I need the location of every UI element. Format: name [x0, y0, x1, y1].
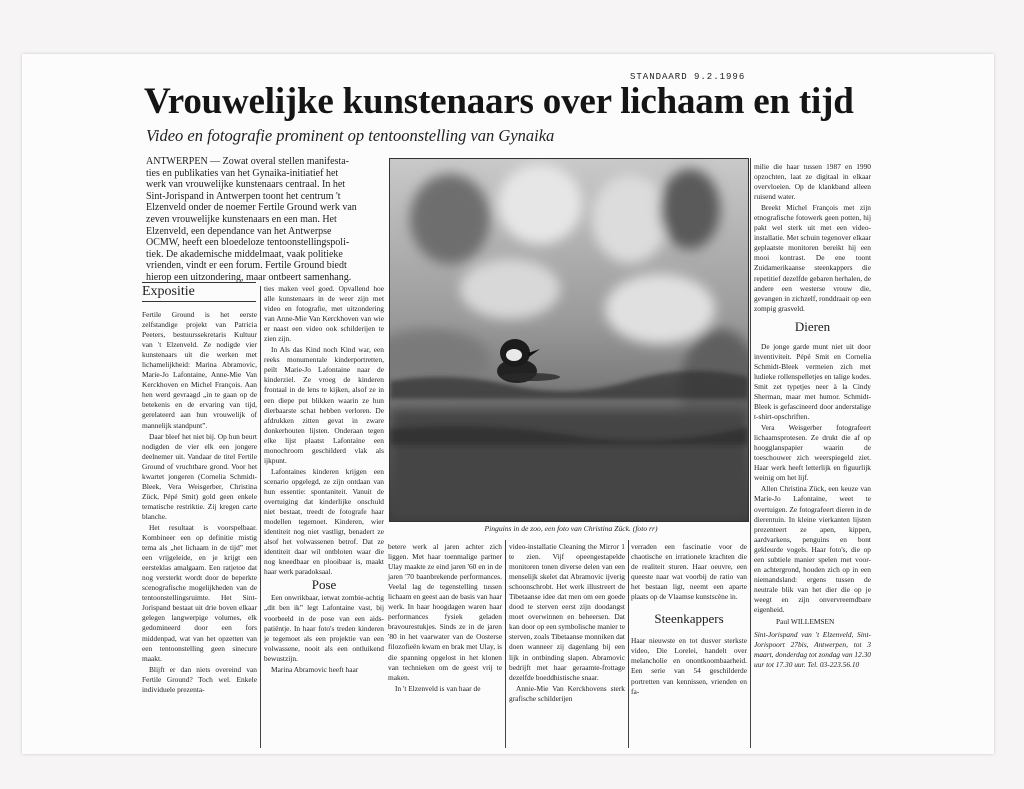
- column-rule: [505, 540, 506, 748]
- article-column-5: [631, 542, 747, 698]
- photo-caption: Pinguins in de zoo, een foto van Christina Zück. (foto rr): [484, 524, 658, 533]
- paragraph: Allen Christina Zück, een keuze van Marie-Jo Lafontaine, weet te overtuigen. Ze fotografeert dieren in de dierentuin. In kleine vierkanten lijsten prezenteert ze apen, kippen, aardvarkens, penguins en bont gekleurde vogels. Haar foto's, die op een subtiele manier spelen met voor- en achtergrond, houden zich op in een niemandsland: ergens tussen de neutrale blik van het dier die op je weegt en zijn onvervreemdbare eigenheid.: [754, 484, 871, 614]
- lead-line: Sint-Jorispand in Antwerpen toont het centrum 't: [146, 190, 341, 202]
- author-signature: Paul WILLEMSEN: [776, 617, 835, 627]
- headline: Vrouwelijke kunstenaars over lichaam en tijd: [144, 81, 854, 122]
- paragraph: Haar nieuwste en tot dusver sterkste video, Die Lorelei, handelt over melancholie en onontkoombaarheid. Een serie van 54 geschilderde portretten van kennissen, vrienden en fa-: [631, 636, 747, 696]
- lead-line: Elzenveld, een dependance van het Antwerpse: [146, 225, 332, 237]
- section-heading-dieren: Dieren: [794, 318, 831, 334]
- paragraph: Marina Abramovic heeft haar: [271, 664, 359, 674]
- article-column-4: [509, 542, 625, 705]
- lead-line: tiek. De akademische middelmaat, vaak politieke: [146, 248, 343, 260]
- article-column-3: [388, 542, 502, 695]
- paragraph: Blijft er dan niets overeind van Fertile Ground? Toch wel. Enkele individuele prezenta-: [142, 664, 257, 694]
- paragraph: betere werk al jaren achter zich liggen. Met haar toenmalige partner Ulay maakte ze eind jaren '60 en in de jaren '70 baanbrekende performances. Veelal lag de tegenstelling tussen lichaam en geest aan de basis van haar werk. In haar hoogdagen waren haar performances fysiek geladen bravourestukjes. Sinds ze in de jaren '80 in het vaarwater van de Oosterse filozofieën kwam en brak met Ulay, is die spanning opgelost in het klonen van technieken om de geest vrij te maken.: [388, 542, 502, 682]
- lead-line: Elzenveld onder de noemer Fertile Ground werk van: [146, 202, 357, 214]
- dateline: STANDAARD 9.2.1996: [630, 72, 746, 82]
- newspaper-clipping: [22, 54, 994, 754]
- paragraph: Vera Weisgerber fotografeert lichaamsprotesen. Ze drukt die af op hoogglanspapier waarin de toeschouwer zich weerspiegeld ziet. Haar werk heeft letterlijk en figuurlijk weinig om het lijf.: [754, 423, 871, 483]
- section-heading-expositie: Expositie: [142, 282, 256, 302]
- paragraph: verraden een fascinatie voor de chaotische en irrationele krachten die de realiteit sturen. Haar oeuvre, een queeste naar wat voorbij de ratio van het bestaan ligt, neemt een aparte plaats op de Vlaamse kunstscène in.: [631, 542, 747, 602]
- paragraph: Lafontaines kinderen krijgen een scenario opgelegd, ze zijn ontdaan van hun essentie: spontaniteit. Vanuit de overtuiging dat kinderlijke onschuld niet bestaat, treedt de fotografe haar modellen tegemoet. Kinderen, wier identiteit nog niet vastligt, benadert ze alsof het volwassenen betrof. Dat ze identiteit daar wil ontbloten waar die nog kneedbaar en plooibaar is, maakt haar werk paradoksaal.: [264, 466, 384, 577]
- paragraph: video-installatie Cleaning the Mirror 1 te zien. Vijf opeengestapelde monitoren tonen diverse delen van een menselijk skelet dat Abramovic ijverig schoonschrobt. Het werk illustreert de Tibetaanse idee dat men om een goede dood te sterven eerst zijn doodangst moet overwinnen en beheersen. Dat kan door op een symbolische manier te sterven, zoals Tibetaanse monniken dat doen wanneer zij dagenlang bij een lijk in ontbinding slapen. Abramovic bedrijft met haar geraamte-frottage dezelfde boeddhistische snaar.: [509, 542, 625, 682]
- paragraph: Annie-Mie Van Kerckhovens sterk grafische schilderijen: [509, 683, 625, 703]
- section-heading-pose: Pose: [311, 577, 337, 593]
- lead-paragraph: [146, 156, 386, 284]
- paragraph: milie die haar tussen 1987 en 1990 opzochten, laat ze digitaal in elkaar overvloeien. Op de klankband alleen ruisend water.: [754, 162, 871, 202]
- exhibition-info: Sint-Jorispand van 't Elzenveld, Sint-Jorispoort 27bis, Antwerpen, tot 3 maart, donderdag tot zondag van 12.30 uur tot 17.30 uur. Tel. 03-223.56.10: [754, 630, 871, 670]
- lead-line: ties en publikaties van het Gynaika-initiatief het: [146, 167, 339, 179]
- article-column-2: [264, 284, 384, 676]
- column-rule: [260, 286, 261, 748]
- lead-line: ANTWERPEN — Zowat overal stellen manifesta-: [146, 156, 349, 167]
- column-rule: [750, 158, 751, 748]
- column-rule: [628, 540, 629, 748]
- paragraph: In 't Elzenveld is van haar de: [395, 683, 481, 693]
- lead-line: werk van vrouwelijke kunstenaars centraal. In het: [146, 179, 346, 191]
- paragraph: De jonge garde munt niet uit door inventiviteit. Pépé Smit en Cornelia Schmidt-Bleek vermeien zich met ludieke rollenspelletjes en talige kodes. Smit zet typetjes neer à la Cindy Sherman, maar met humor. Schmidt-Bleek is gefascineerd door anderstalige t-shirt-opschriften.: [754, 341, 871, 422]
- lead-line: hierop een uitzondering, maar ontbeert samenhang.: [146, 271, 352, 283]
- section-heading-steenkappers: Steenkappers: [654, 611, 724, 627]
- paragraph: Breekt Michel François met zijn etnografische fotowerk geen potten, hij pakt wel sterk uit met een video-installatie. Met schuin tegenover elkaar geplaatste monitoren bereikt hij een mooi kontrast. De ene toont Zuidamerikaanse steenkappers die repetitief dezelfde gebaren herhalen, de andere een westerse vrouw die, gevangen in zichzelf, ronddraait op een zompig grasveld.: [754, 203, 871, 313]
- article-column-6: [754, 162, 871, 670]
- paragraph: ties maken veel goed. Opvallend hoe alle kunstenaars in de weer zijn met video en fotografie, met uitzondering van Anne-Mie Van Kerckhoven van wie er naast een video ook schilderijen te zien zijn.: [264, 284, 384, 344]
- article-column-1: [142, 310, 257, 696]
- paragraph: In Als das Kind noch Kind war, een reeks monumentale kinderportretten, peilt Marie-Jo Lafontaine naar de kinderziel. Ze vroeg de kinderen frontaal in de lens te kijken, alsof ze in een diepe put blikken waarin ze hun dierbaarste schat hebben verloren. De afdrukken zitten gevat in zware donkerhouten lijsten. Onderaan tegen elke lijst plaatst Lafontaine een monochroom geschilderd vlak als ijkpunt.: [264, 345, 384, 465]
- penguin-photo: [389, 158, 749, 522]
- paragraph: Daar bleef het niet bij. Op hun beurt nodigden de vier elk een jongere deelnemer uit. Vandaar de titel Fertile Ground of vruchtbare grond. Voor het kwartet jongeren (Cornelia Schmidt-Bleek, Vera Weisgerber, Christina Zück, Pépé Smit) gold geen enkele tematische restriktie. Zij kregen carte blanche.: [142, 431, 257, 521]
- subheadline: Video en fotografie prominent op tentoonstelling van Gynaika: [146, 126, 555, 145]
- lead-line: OCMW, heeft een bloedeloze tentoonstellingspoli-: [146, 237, 350, 249]
- paragraph: Het resultaat is voorspelbaar. Kombineer een op definitie mistig tema als „het lichaam in de tijd” met een vrijgeleide, en je krijgt een eersteklas amalgaam. Een ratjetoe dat nog versterkt wordt door de beperkte scenografische mogelijkheden van de tentoonstellingsruimte. Het Sint-Jorispand bestaat uit drie boven elkaar gelegen langwerpige volumes, elk gedomineerd door een fors middenpad, wat van het opzetten van een tentoonstelling geen sinecure maakt.: [142, 522, 257, 663]
- lead-line: vrienden, vindt er een forum. Fertile Ground biedt: [146, 260, 347, 272]
- paragraph: Een onwrikbaar, ietwat zombie-achtig „dit ben ik” legt Lafontaine vast, bij voorbeeld in de pose van een aids-patiëntje. In haar foto's treden kinderen je tegemoet als een projektie van een volwassene, nooit als een ontluikend bewustzijn.: [264, 593, 384, 663]
- penguin-photo-image: [390, 159, 748, 521]
- lead-line: zeven vrouwelijke kunstenaars en een man. Het: [146, 213, 337, 225]
- paragraph: Fertile Ground is het eerste zelfstandige projekt van Patricia Peeters, bestuurssekretaris Kultuur van 't Elzenveld. Ze nodigde vier kunstenaars uit die werken met lichamelijkheid: Marina Abramovic, Marie-Jo Lafontaine, Anne-Mie Van Kerckhoven en Michel François. Aan hen werd gevraagd „in te gaan op de betekenis en de ervaring van tijd, gerelateerd aan hun vrouwelijk of mannelijk standpunt”.: [142, 310, 257, 430]
